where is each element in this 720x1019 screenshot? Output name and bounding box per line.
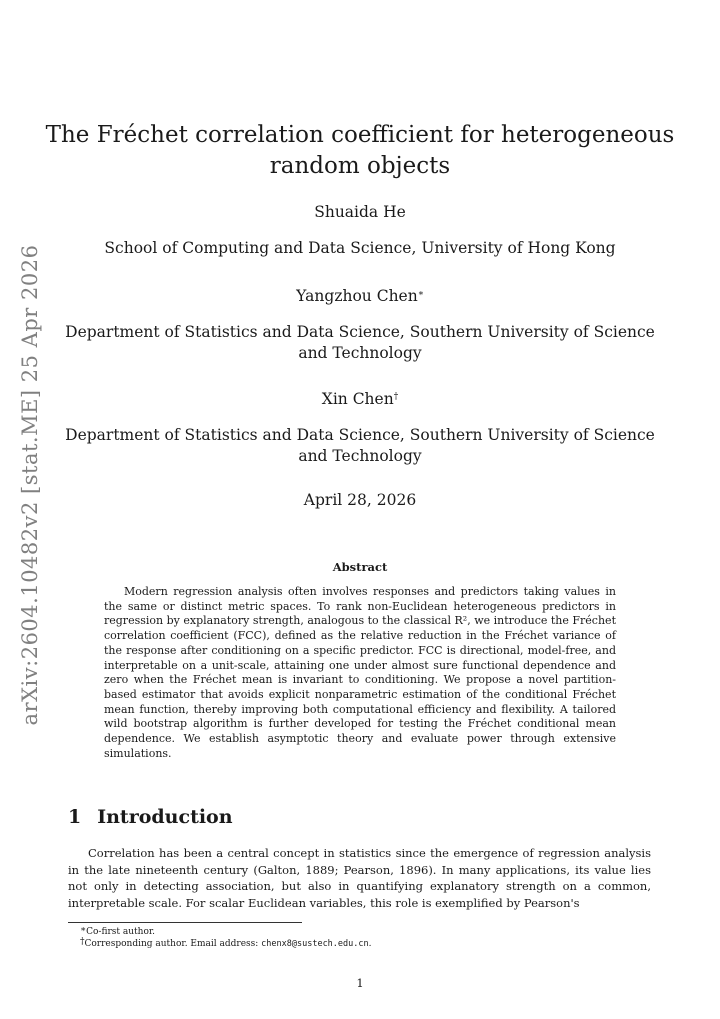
abstract-text: Modern regression analysis often involves responses and predictors taking values in the same or distinct metric spaces. To rank non-Euclidean heterogeneous predictors in regression by explanatory strength, analogous to the classical R², we introduce the Fréchet correlation coefficient (FCC), defined as the relative reduction in the Fréchet variance of the response after conditioning on a specific predictor. FCC is directional, model-free, and interpretable on a unit-scale, attaining one under almost sure functional dependence and zero when the Fréchet mean is invariant to conditioning. We propose a novel partition-based estimator that avoids explicit nonparametric estimation of the conditional Fréchet mean function, thereby improving both computational efficiency and flexibility. A tailored wild bootstrap algorithm is further developed for testing the Fréchet conditional mean dependence. We establish asymptotic theory and evaluate power through extensive simulations. — [104, 585, 616, 760]
section-heading — [68, 806, 233, 828]
footnote-1: ∗Co-first author. — [80, 925, 156, 937]
author-name: Yangzhou Chen∗ — [296, 287, 424, 305]
section-title: Introduction — [97, 806, 233, 828]
title-line-1: The Fréchet correlation coefficient for heterogeneous — [45, 122, 675, 148]
author-name: Xin Chen† — [321, 390, 399, 408]
paper-title — [0, 120, 720, 182]
footnote-2: †Corresponding author. Email address: chenx8@sustech.edu.cn. — [80, 937, 372, 949]
page-number: 1 — [356, 976, 364, 990]
title-line-2: random objects — [269, 153, 451, 179]
author-name: Shuaida He — [314, 203, 406, 221]
author-affiliation: School of Computing and Data Science, University of Hong Kong — [104, 239, 616, 257]
section-number: 1 — [68, 806, 82, 828]
paper-date: April 28, 2026 — [303, 491, 417, 509]
author-affiliation: Department of Statistics and Data Science, Southern University of Science and Technology — [65, 323, 655, 362]
introduction-paragraph: Correlation has been a central concept in statistics since the emergence of regression analysis in the late nineteenth century (Galton, 1889; Pearson, 1896). In many applications, its value lies not only in detecting association, but also in quantifying explanatory strength on a common, interpretable scale. For scalar Euclidean variables, this role is exemplified by Pearson's — [68, 846, 651, 911]
author-affiliation: Department of Statistics and Data Science, Southern University of Science and Technology — [65, 426, 655, 465]
footnote-rule — [68, 922, 302, 923]
email-link[interactable]: chenx8@sustech.edu.cn — [261, 939, 369, 949]
abstract-heading: Abstract — [332, 560, 388, 574]
footnote-mark: ∗ — [417, 289, 424, 299]
footnote-mark: † — [393, 392, 399, 402]
arxiv-identifier: arXiv:2604.10482v2 [stat.ME] 25 Apr 2026 — [18, 244, 42, 726]
